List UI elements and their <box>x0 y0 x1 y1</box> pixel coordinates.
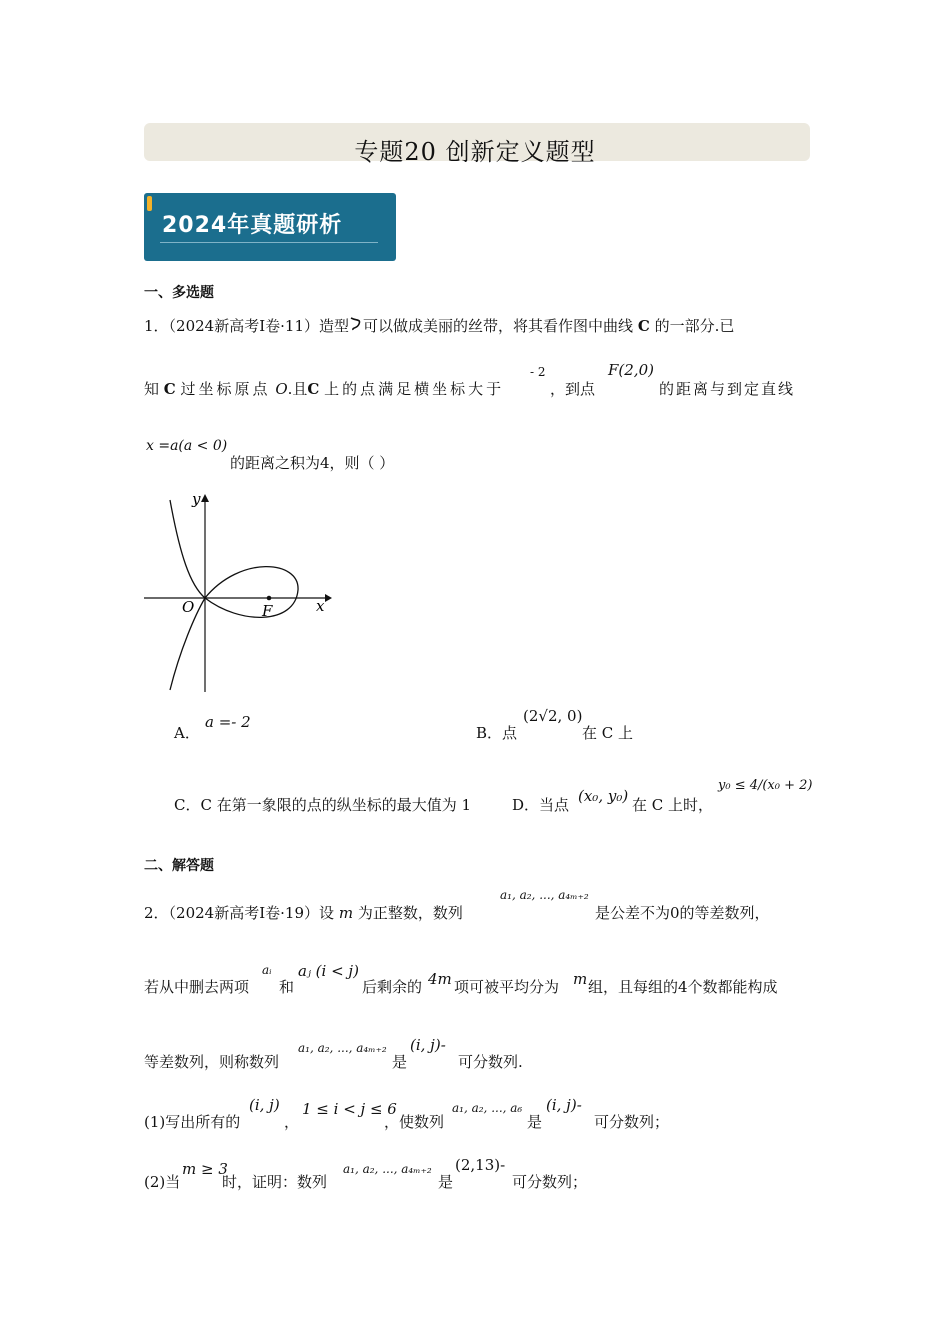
q2-text: 时，证明：数列 <box>222 1173 328 1191</box>
q1-math-line: x =a(a < 0) <box>146 438 228 454</box>
option-c: C．C 在第一象限的点的纵坐标的最大值为 1 <box>174 796 472 814</box>
option-b: B．点 <box>476 724 518 742</box>
axis-x-label: x <box>316 597 325 615</box>
q1-text: 的距离之积为4，则（ ） <box>230 454 395 472</box>
q2-line-1 <box>144 902 463 923</box>
q2-number: 2． <box>144 904 169 922</box>
option-d-math: (x₀, y₀) <box>578 787 629 805</box>
section-heading-1: 一、多选题 <box>144 285 214 301</box>
q2-text: 是 <box>438 1173 454 1191</box>
q2-seq-2: a₁, a₂, ..., a₄ₘ₊₂ <box>298 1041 387 1055</box>
q2-text: 设 <box>319 904 335 922</box>
axis-y-label: y <box>192 490 201 508</box>
q2-p1-cond: 1 ≤ i < j ≤ 6 <box>302 1100 397 1118</box>
option-b-end: 在 C 上 <box>582 724 634 742</box>
q1-number: 1． <box>144 317 169 335</box>
q1-math-minus2: - 2 <box>530 365 546 379</box>
q1-source: （2024新高考Ⅰ卷·11） <box>168 317 320 335</box>
option-d-end: 在 C 上时， <box>632 796 714 814</box>
option-a-math: a =- 2 <box>205 713 251 731</box>
q2-source: （2024新高考Ⅰ卷·19） <box>168 904 320 922</box>
q2-p2-seq: a₁, a₂, ..., a₄ₘ₊₂ <box>343 1162 432 1176</box>
option-b-math: (2√2, 0) <box>523 707 583 725</box>
section-heading-2: 二、解答题 <box>144 858 214 874</box>
origin-label: O <box>182 598 195 616</box>
origin-o: O <box>275 380 288 398</box>
q1-text: 过坐标原点 <box>180 380 271 398</box>
q2-math-ij: (i, j)- <box>410 1036 446 1054</box>
q2-text: 组，且每组的4个数都能构成 <box>588 978 778 996</box>
q1-text: 的一部分.已 <box>654 317 735 335</box>
q2-p2-cond: m ≥ 3 <box>182 1160 228 1178</box>
q2-math-m: m <box>573 970 588 988</box>
q2-math-aj: aⱼ (i < j) <box>298 962 359 980</box>
q2-text: 若从中删去两项 <box>144 978 250 996</box>
curve-c: C <box>637 317 650 335</box>
q2-p1-ij: (i, j) <box>249 1096 280 1114</box>
q2-math: m <box>338 904 354 922</box>
q1-line-1 <box>144 315 734 336</box>
q2-text: 是 <box>392 1053 408 1071</box>
q1-text: 的距离与到定直线 <box>659 380 796 398</box>
q2-p2-pair: (2,13)- <box>455 1156 506 1174</box>
q2-text: 可分数列. <box>458 1053 523 1071</box>
focus-label: F <box>262 602 273 620</box>
q2-text: 是公差不为0的等差数列， <box>595 904 770 922</box>
curve-graph <box>140 490 340 695</box>
q2-part-1: (1)写出所有的 <box>144 1113 241 1131</box>
q2-math-ai: aᵢ <box>262 963 272 977</box>
option-d-inequality: y₀ ≤ 4/(x₀ + 2) <box>718 778 813 793</box>
badge-label: 2024年真题研析 <box>162 213 343 238</box>
q2-text: 可分数列； <box>594 1113 670 1131</box>
q1-math-point-f: F(2,0) <box>608 361 654 379</box>
q1-line-2 <box>144 378 504 399</box>
q1-text: .且 <box>287 380 308 398</box>
q2-seq-1: a₁, a₂, ..., a₄ₘ₊₂ <box>500 888 589 902</box>
page-title: 专题20 创新定义题型 <box>354 138 596 166</box>
option-a: A． <box>174 724 200 742</box>
badge-underline <box>160 242 378 243</box>
q2-text: 和 <box>279 978 295 996</box>
q1-text: 知 <box>144 380 160 398</box>
q2-text: ，使数列 <box>384 1113 445 1131</box>
q2-p1-seq: a₁, a₂, ..., a₆ <box>452 1101 523 1115</box>
q2-text: 后剩余的 <box>362 978 423 996</box>
q1-text: 造型 <box>319 317 350 335</box>
q2-math-4m: 4m <box>428 970 452 988</box>
q1-text: ，到点 <box>550 380 596 398</box>
curve-c: C <box>163 380 176 398</box>
curve-c: C <box>307 380 320 398</box>
q2-text: 可分数列； <box>512 1173 588 1191</box>
q1-text: 上的点满足横坐标大于 <box>324 380 505 398</box>
q2-text: 是 <box>527 1113 543 1131</box>
q2-p1-ij2: (i, j)- <box>546 1096 582 1114</box>
q2-text: 为正整数，数列 <box>357 904 463 922</box>
ribbon-icon <box>349 317 363 335</box>
badge-accent <box>147 196 152 211</box>
option-d: D．当点 <box>512 796 570 814</box>
q2-text: ， <box>284 1113 300 1131</box>
q2-text: 等差数列，则称数列 <box>144 1053 280 1071</box>
q1-text: 可以做成美丽的丝带，将其看作图中曲线 <box>363 317 634 335</box>
q2-text: 项可被平均分为 <box>454 978 560 996</box>
q2-part-2: (2)当 <box>144 1173 181 1191</box>
